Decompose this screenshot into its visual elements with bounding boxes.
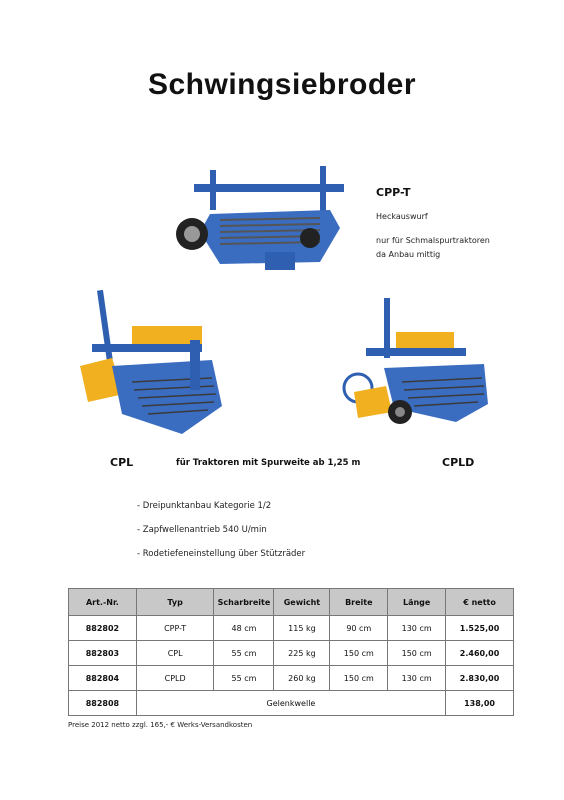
cell-gewicht: 115 kg bbox=[274, 616, 330, 641]
cell-breite: 90 cm bbox=[330, 616, 388, 641]
cell-art-nr: 882803 bbox=[69, 641, 137, 666]
cell-typ: CPLD bbox=[136, 666, 214, 691]
cpl-label: CPL bbox=[110, 456, 134, 469]
track-width-label: für Traktoren mit Spurweite ab 1,25 m bbox=[176, 458, 361, 468]
feature-list bbox=[137, 501, 305, 573]
cell-scharbreite: 48 cm bbox=[214, 616, 274, 641]
cppt-line-3: da Anbau mittig bbox=[376, 250, 441, 259]
cell-art-nr: 882802 bbox=[69, 616, 137, 641]
cppt-name: CPP-T bbox=[376, 186, 411, 199]
header-laenge: Länge bbox=[388, 589, 446, 616]
cell-art-nr: 882804 bbox=[69, 666, 137, 691]
header-art-nr: Art.-Nr. bbox=[69, 589, 137, 616]
table-row bbox=[69, 641, 514, 666]
cell-description: Gelenkwelle bbox=[136, 691, 445, 716]
feature-item: - Zapfwellenantrieb 540 U/min bbox=[137, 525, 267, 535]
table-row bbox=[69, 691, 514, 716]
feature-item: - Dreipunktanbau Kategorie 1/2 bbox=[137, 501, 272, 511]
header-breite: Breite bbox=[330, 589, 388, 616]
header-scharbreite: Scharbreite bbox=[214, 589, 274, 616]
cppt-line-2: nur für Schmalspurtraktoren bbox=[376, 236, 490, 245]
header-price: € netto bbox=[446, 589, 514, 616]
feature-item: - Rodetiefeneinstellung über Stützräder bbox=[137, 549, 306, 559]
price-table bbox=[68, 588, 514, 716]
cell-art-nr: 882808 bbox=[69, 691, 137, 716]
page-title: Schwingsiebroder bbox=[147, 68, 417, 101]
table-header-row bbox=[69, 589, 514, 616]
cell-breite: 150 cm bbox=[330, 641, 388, 666]
cell-price: 138,00 bbox=[446, 691, 514, 716]
cppt-machine-image bbox=[170, 162, 360, 280]
cell-breite: 150 cm bbox=[330, 666, 388, 691]
price-footnote: Preise 2012 netto zzgl. 165,- € Werks-Versandkosten bbox=[68, 721, 253, 729]
cell-laenge: 130 cm bbox=[388, 666, 446, 691]
cpl-machine-image bbox=[72, 286, 232, 438]
cpld-machine-image bbox=[336, 294, 494, 428]
cell-laenge: 150 cm bbox=[388, 641, 446, 666]
cell-scharbreite: 55 cm bbox=[214, 641, 274, 666]
header-gewicht: Gewicht bbox=[274, 589, 330, 616]
cell-price: 2.460,00 bbox=[446, 641, 514, 666]
table-row bbox=[69, 666, 514, 691]
cell-gewicht: 260 kg bbox=[274, 666, 330, 691]
cppt-line-1: Heckauswurf bbox=[376, 212, 428, 221]
cell-gewicht: 225 kg bbox=[274, 641, 330, 666]
table-row bbox=[69, 616, 514, 641]
cell-price: 2.830,00 bbox=[446, 666, 514, 691]
cell-typ: CPL bbox=[136, 641, 214, 666]
cell-price: 1.525,00 bbox=[446, 616, 514, 641]
cpld-label: CPLD bbox=[442, 456, 475, 469]
cell-scharbreite: 55 cm bbox=[214, 666, 274, 691]
cell-typ: CPP-T bbox=[136, 616, 214, 641]
cell-laenge: 130 cm bbox=[388, 616, 446, 641]
header-typ: Typ bbox=[136, 589, 214, 616]
